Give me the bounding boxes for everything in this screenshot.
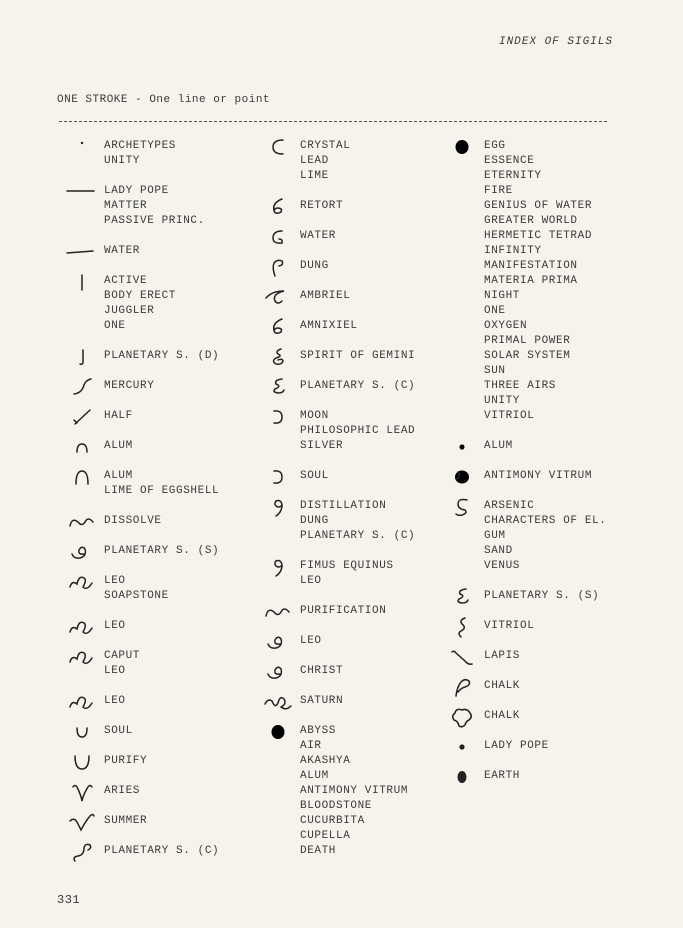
sigil-meanings [104,814,147,829]
section-subtitle: ONE STROKE - One line or point [57,94,271,106]
sigil-meanings [484,679,520,694]
sigil-meaning: UNITY [484,395,521,407]
sigil-meaning: LAPIS [484,650,521,662]
six-curl-icon [256,319,300,334]
sigil-meaning: ARIES [104,785,141,797]
sigil-entry [60,694,126,709]
sigil-entry [60,439,133,454]
sigil-meanings [104,544,219,559]
sigil-meaning: ONE [104,320,126,332]
sigil-meanings [300,349,415,364]
sigil-meaning: LEO [104,695,126,707]
sigil-meaning: FIMUS EQUINUS [300,560,394,572]
sigil-entry [60,784,140,799]
sigil-meanings [104,694,126,709]
sigil-entry [60,619,126,634]
sigil-meaning: PASSIVE PRINC. [104,215,205,227]
hook-icon [60,349,104,364]
small-dot-icon [440,739,484,754]
c-curl-icon [256,229,300,244]
sigil-entry [440,709,520,724]
sigil-meanings [300,199,343,214]
filled-dot-icon [440,769,484,784]
sigil-meanings [484,709,520,724]
sigil-meaning: LIME [300,170,329,182]
sigil-meaning: EARTH [484,770,521,782]
sigil-meaning: BLOODSTONE [300,800,373,812]
sigil-meaning: SOAPSTONE [104,590,169,602]
sigil-meaning: CHALK [484,680,521,692]
sigil-meanings [484,499,606,574]
sigil-meanings [300,604,386,619]
sigil-entry [60,469,219,499]
sigil-meanings [484,589,599,604]
sigil-meaning: PLANETARY S. (C) [300,530,416,542]
sigil-meaning: CHRIST [300,665,344,677]
sigil-entry [256,499,415,544]
sigil-meanings [300,259,329,274]
sigil-meaning: ARSENIC [484,500,535,512]
sigil-meaning: RETORT [300,200,344,212]
sigil-meanings [104,439,133,454]
loop-wave-icon [60,514,104,529]
sigil-entry [60,814,147,829]
vertical-line-icon [60,274,104,289]
sigil-meaning: HERMETIC TETRAD [484,230,593,242]
sigil-meaning: DUNG [300,260,329,272]
sigil-entry [256,634,322,649]
sigil-meaning: GUM [484,530,506,542]
sigil-meanings [484,739,549,754]
wave-hook-icon [256,289,300,304]
sigil-meanings [104,139,176,169]
squiggle-icon [256,379,300,394]
sigil-meaning: SOUL [104,725,133,737]
sigil-meaning: CAPUT [104,650,141,662]
sigil-entry [440,619,534,634]
sigil-meaning: SOUL [300,470,329,482]
sigil-meanings [104,274,176,334]
sigil-entry [60,274,176,334]
short-line-icon [60,244,104,259]
loop-wave-icon [256,604,300,619]
sigil-meanings [104,574,169,604]
sigil-meaning: SOLAR SYSTEM [484,350,571,362]
double-curl-icon [256,349,300,364]
sigil-meaning: LEO [300,575,322,587]
sigil-meaning: PLANETARY S. (S) [104,545,220,557]
sigil-meaning: MATERIA PRIMA [484,275,578,287]
sigil-meaning: LIME OF EGGSHELL [104,485,220,497]
sigil-meanings [300,664,343,679]
sigil-entry [440,139,592,424]
sigil-entry [440,469,592,484]
sigil-entry [60,184,205,229]
sigil-meaning: CUCURBITA [300,815,365,827]
sigil-meanings [104,619,126,634]
sigil-entry [256,724,408,859]
sigil-meaning: ALUM [104,440,133,452]
leo-glyph-icon [60,619,104,634]
sigil-meaning: LEO [104,665,126,677]
sigil-meanings [104,649,140,679]
sigil-entry [256,604,386,619]
leo-glyph-icon [60,574,104,589]
sigil-meaning: PURIFICATION [300,605,387,617]
sigil-meaning: VITRIOL [484,620,535,632]
small-cup-icon [60,724,104,739]
sigil-meaning: SILVER [300,440,344,452]
sigil-meaning: BODY ERECT [104,290,177,302]
spiral-loop-icon [60,544,104,559]
sigil-entry [440,499,606,574]
small-arch-icon [60,439,104,454]
sigil-entry [256,319,358,334]
sigil-meaning: PLANETARY S. (C) [104,845,220,857]
spiral-loop-icon [256,634,300,649]
nine-curl-icon [256,559,300,574]
sigil-meanings [104,784,140,799]
hooked-stroke-icon [60,844,104,859]
circle-icon [440,139,484,154]
sigil-meaning: THREE AIRS [484,380,557,392]
open-c-icon [256,139,300,154]
reverse-c-icon [256,409,300,424]
sigil-meaning: CHARACTERS OF EL. [484,515,607,527]
sigil-meanings [300,289,350,304]
sigil-meanings [104,349,219,364]
saturn-glyph-icon [256,694,300,709]
summer-glyph-icon [60,814,104,829]
nine-curl-icon [256,499,300,514]
sigil-meaning: ALUM [104,470,133,482]
half-stroke-icon [60,409,104,424]
sigil-entry [440,679,520,694]
sigil-meaning: ESSENCE [484,155,535,167]
sigil-meaning: VENUS [484,560,521,572]
horizontal-line-icon [60,184,104,199]
sigil-entry [440,439,513,454]
curl-icon [256,259,300,274]
sigil-meanings [300,379,415,394]
sigil-meanings [300,139,350,184]
loop-stroke-icon [440,679,484,694]
sigil-entry [60,139,176,169]
sigil-meanings [300,499,415,544]
sigil-entry [60,409,133,424]
small-circle-icon [440,439,484,454]
sigil-entry [60,379,154,394]
sigil-meaning: HALF [104,410,133,422]
sigil-entry [256,349,415,364]
sigil-meanings [300,469,329,484]
sigil-meaning: LADY POPE [484,740,549,752]
sigil-meaning: LADY POPE [104,185,169,197]
sigil-meaning: PURIFY [104,755,148,767]
sigil-meaning: SATURN [300,695,344,707]
sigil-meaning: NIGHT [484,290,521,302]
sigil-entry [256,409,415,454]
sigil-meaning: WATER [300,230,337,242]
lapis-glyph-icon [440,649,484,664]
s-curve-icon [440,499,484,514]
squiggle-icon [440,589,484,604]
sigil-meaning: EGG [484,140,506,152]
page-header: INDEX OF SIGILS [498,36,613,48]
leo-glyph-icon [60,649,104,664]
sigil-meaning: DEATH [300,845,337,857]
sigil-entry [440,769,520,784]
sigil-meaning: CRYSTAL [300,140,351,152]
sigil-meaning: PLANETARY S. (D) [104,350,220,362]
sigil-meaning: INFINITY [484,245,542,257]
sigil-meanings [104,379,154,394]
sigil-meanings [104,754,147,769]
sigil-meaning: MERCURY [104,380,155,392]
sigil-entry [256,199,343,214]
sigil-meaning: MOON [300,410,329,422]
sigil-meaning: AIR [300,740,322,752]
aries-glyph-icon [60,784,104,799]
sigil-entry [256,259,329,274]
page-number: 331 [57,893,81,907]
divider-rule [59,121,607,122]
sigil-meaning: PLANETARY S. (C) [300,380,416,392]
sigil-meaning: ANTIMONY VITRUM [484,470,593,482]
cloud-loop-icon [440,709,484,724]
sigil-meaning: MATTER [104,200,148,212]
cup-icon [60,754,104,769]
sigil-meanings [104,844,219,859]
sigil-meaning: DUNG [300,515,329,527]
sigil-meanings [300,634,322,649]
sigil-meaning: ABYSS [300,725,337,737]
sigil-entry [60,514,162,529]
sigil-entry [440,649,520,664]
dot-icon [60,139,104,154]
sigil-meanings [300,694,343,709]
sigil-entry [60,754,147,769]
sigil-meaning: GENIUS OF WATER [484,200,593,212]
sigil-entry [256,559,394,589]
sigil-meaning: PLANETARY S. (S) [484,590,600,602]
sigil-meanings [104,184,205,229]
sigil-meanings [484,469,592,484]
sigil-meaning: DISSOLVE [104,515,162,527]
sigil-entry [256,379,415,394]
sigil-meaning: ACTIVE [104,275,148,287]
sigil-meaning: ALUM [484,440,513,452]
curved-stroke-icon [60,379,104,394]
sigil-meanings [484,619,534,634]
sigil-entry [256,229,336,244]
sigil-meaning: PRIMAL POWER [484,335,571,347]
sigil-meaning: AMNIXIEL [300,320,358,332]
sigil-entry [60,844,219,859]
sigil-meaning: LEO [104,575,126,587]
sigil-entry [60,574,169,604]
leo-glyph-icon [60,694,104,709]
sigil-meanings [104,724,133,739]
sigil-meanings [484,769,520,784]
sigil-meaning: ALUM [300,770,329,782]
sigil-entry [256,139,350,184]
sigil-meaning: SUN [484,365,506,377]
circle-icon [256,724,300,739]
sigil-meanings [484,439,513,454]
spiral-loop-icon [256,664,300,679]
sigil-meaning: VITRIOL [484,410,535,422]
sigil-meanings [300,229,336,244]
sigil-meanings [104,409,133,424]
sigil-meaning: FIRE [484,185,513,197]
sigil-entry [256,469,329,484]
sigil-meaning: SPIRIT OF GEMINI [300,350,416,362]
six-curl-icon [256,199,300,214]
sigil-entry [60,244,140,259]
sigil-meanings [484,139,592,424]
sigil-meaning: ANTIMONY VITRUM [300,785,409,797]
sigil-meaning: CHALK [484,710,521,722]
sigil-meaning: WATER [104,245,141,257]
sigil-meaning: JUGGLER [104,305,155,317]
sigil-meaning: UNITY [104,155,141,167]
sigil-meaning: PHILOSOPHIC LEAD [300,425,416,437]
sigil-meanings [300,559,394,589]
sigil-meaning: GREATER WORLD [484,215,578,227]
long-squiggle-icon [440,619,484,634]
sigil-entry [256,694,343,709]
reverse-c-icon [256,469,300,484]
sigil-meaning: AKASHYA [300,755,351,767]
sigil-meaning: ARCHETYPES [104,140,177,152]
sigil-entry [60,649,140,679]
sigil-entry [256,664,343,679]
sigil-meanings [104,469,219,499]
sigil-meanings [104,244,140,259]
sigil-entry [60,724,133,739]
sigil-entry [60,544,219,559]
sigil-meaning: LEO [104,620,126,632]
sigil-meanings [300,409,415,454]
sigil-meaning: MANIFESTATION [484,260,578,272]
sigil-meaning: DISTILLATION [300,500,387,512]
sigil-entry [440,589,599,604]
sigil-meaning: ETERNITY [484,170,542,182]
sigil-meaning: SUMMER [104,815,148,827]
sigil-meanings [104,514,162,529]
looped-circle-icon [440,469,484,484]
sigil-meanings [484,649,520,664]
sigil-meaning: OXYGEN [484,320,528,332]
sigil-meaning: LEAD [300,155,329,167]
sigil-meanings [300,724,408,859]
sigil-entry [256,289,350,304]
sigil-meaning: ONE [484,305,506,317]
sigil-entry [440,739,549,754]
sigil-entry [60,349,219,364]
sigil-meaning: SAND [484,545,513,557]
sigil-meaning: CUPELLA [300,830,351,842]
sigil-meanings [300,319,358,334]
sigil-meaning: LEO [300,635,322,647]
sigil-meaning: AMBRIEL [300,290,351,302]
arch-icon [60,469,104,484]
